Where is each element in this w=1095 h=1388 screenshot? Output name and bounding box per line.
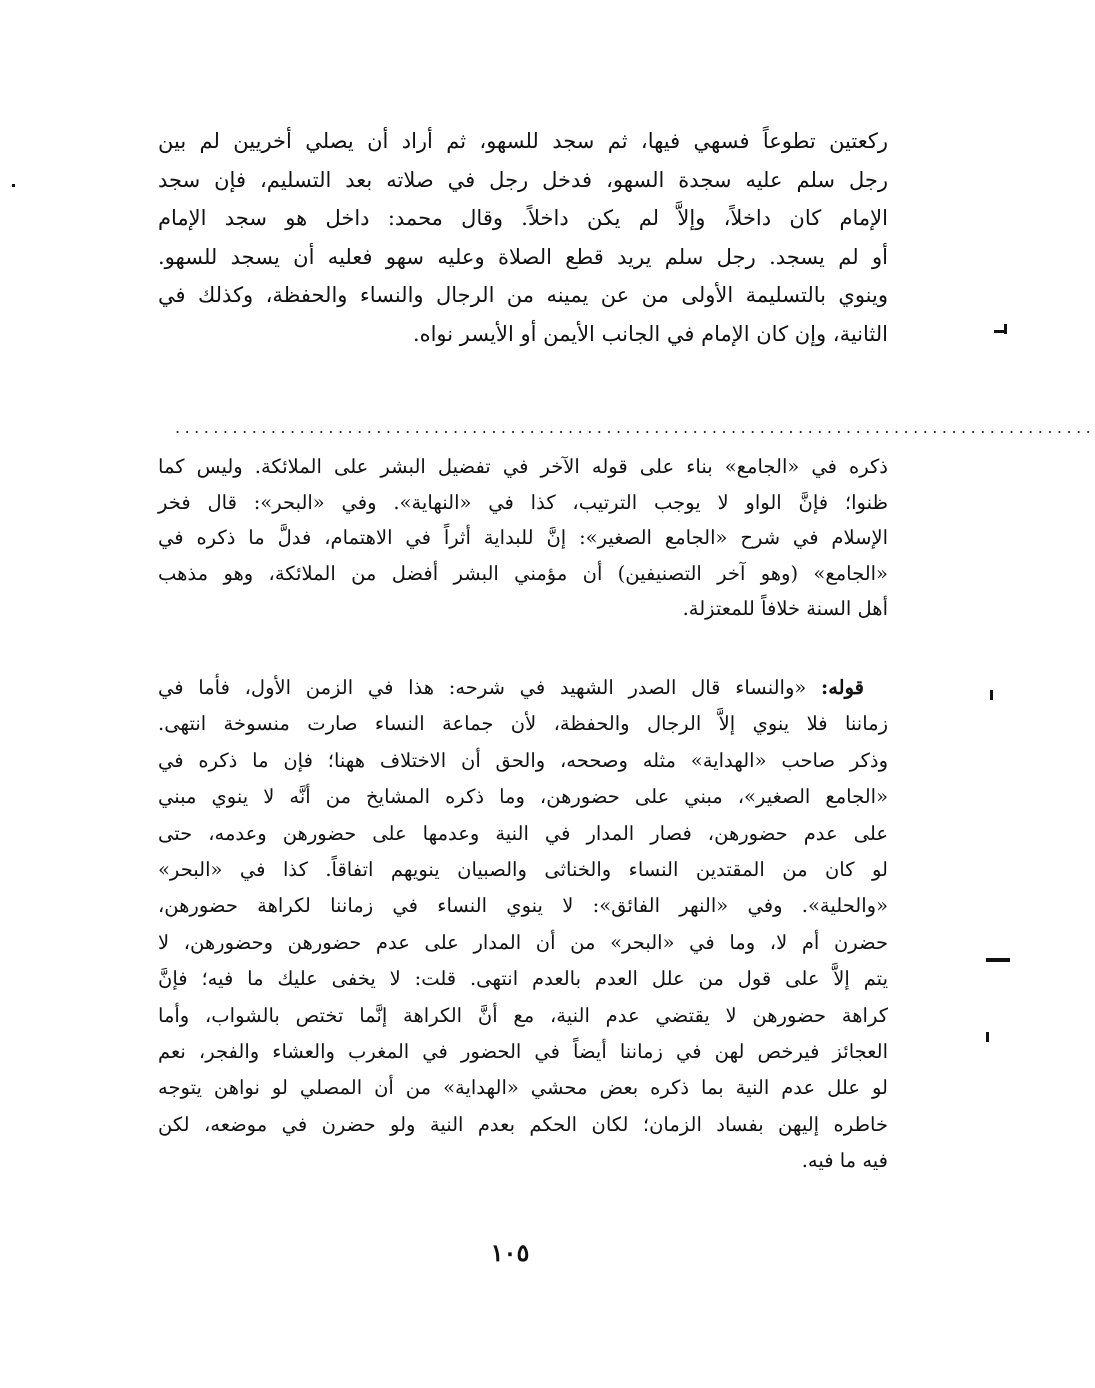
commentary-line: خاطره إليهن بفساد الزمان؛ لكان الحكم بعدم النية ولو حضرن في موضعه، لكن	[158, 1112, 888, 1136]
commentary-line: كراهة حضورهن لا يقتضي عدم النية، مع أنَّ الكراهة إنَّما تختص بالشواب، وأما	[158, 1003, 888, 1027]
main-text-line: رجل سلم عليه سجدة السهو، فدخل رجل في صلاته بعد التسليم، فإن سجد	[158, 167, 888, 192]
scan-mark	[994, 330, 1004, 333]
page-number: ١٠٥	[490, 1238, 530, 1267]
commentary-line: ظنوا؛ فإنَّ الواو لا يوجب الترتيب، كذا في «النهاية». وفي «البحر»: قال فخر	[158, 490, 888, 514]
scan-mark	[12, 184, 15, 187]
commentary-line: «الجامع» (وهو آخر التصنيفين) أن مؤمني البشر أفضل من الملائكة، وهو مذهب	[158, 561, 888, 585]
main-text-line: ركعتين تطوعاً فسهي فيها، ثم سجد للسهو، ثم أراد أن يصلي أخريين لم بين	[158, 129, 888, 153]
commentary-line: أهل السنة خلافاً للمعتزلة.	[682, 597, 888, 620]
commentary-line: «الجامع الصغير»، مبني على حضورهن، وما ذكره المشايخ من أنَّه لا ينوي مبني	[158, 785, 888, 809]
commentary-line: لو كان من المقتدين النساء والخناثى والصبيان ينويهم اتفاقاً. كذا في «البحر»	[158, 858, 888, 882]
commentary-line: حضرن أم لا، وما في «البحر» من أن المدار على عدم حضورهن وحضورهن، لا	[158, 930, 888, 954]
commentary-line: على عدم حضورهن، فصار المدار في النية وعدمها على حضورهن وعدمه، حتى	[158, 821, 888, 845]
scan-mark	[986, 958, 1010, 962]
scan-mark	[986, 1032, 989, 1042]
main-text-block	[158, 122, 888, 353]
commentary-line: يتم إلاَّ على قول من علل العدم بالعدم انتهى. قلت: لا يخفى عليك ما فيه؛ فإنَّ	[158, 967, 888, 991]
commentary-line: ذكره في «الجامع» بناء على قوله الآخر في تفضيل البشر على الملائكة. وليس كما	[158, 455, 888, 478]
commentary-paragraph-2	[158, 670, 888, 1180]
commentary-line: الإسلام في شرح «الجامع الصغير»: إنَّ للبداية أثراً في الاهتمام، فدلَّ ما ذكره في	[158, 526, 888, 549]
commentary-paragraph-1	[158, 449, 888, 627]
commentary-line: وذكر صاحب «الهداية» مثله وصححه، والحق أن الاختلاف ههنا؛ فإن ما ذكره في	[158, 748, 888, 772]
commentary-first-text: «والنساء قال الصدر الشهيد في شرحه: هذا في الزمن الأول، فأما في	[158, 676, 807, 699]
main-text-line: أو لم يسجد. رجل سلم يريد قطع الصلاة وعليه سهو فعليه أن يسجد للسهو.	[158, 244, 888, 269]
commentary-line: العجائز فيرخص لهن في زماننا أيضاً في الحضور في المغرب والعشاء والفجر، نعم	[158, 1040, 888, 1064]
scan-mark	[990, 690, 993, 700]
commentary-lead-word: قوله:	[821, 676, 864, 699]
dotted-separator: ................................................................................................	[175, 418, 1095, 437]
commentary-first-line	[158, 670, 888, 706]
scan-mark	[1004, 324, 1007, 334]
main-text-line: وينوي بالتسليمة الأولى من عن يمينه من الرجال والنساء والحفظة، وكذلك في	[158, 283, 888, 307]
main-text-line: الثانية، وإن كان الإمام في الجانب الأيمن أو الأيسر نواه.	[412, 321, 888, 346]
commentary-line: لو علل عدم النية بما ذكره بعض محشي «الهداية» من أن المصلي لو نواهن يتوجه	[158, 1076, 888, 1100]
commentary-line: زماننا فلا ينوي إلاَّ الرجال والحفظة، لأن جماعة النساء صارت منسوخة انتهى.	[158, 712, 888, 736]
commentary-line: فيه ما فيه.	[801, 1149, 888, 1173]
commentary-line: «والحلية». وفي «النهر الفائق»: لا ينوي النساء في زماننا لكراهة حضورهن،	[158, 894, 888, 918]
main-text-line: الإمام كان داخلاً، وإلاَّ لم يكن داخلاً. وقال محمد: داخل هو سجد الإمام	[158, 206, 888, 230]
